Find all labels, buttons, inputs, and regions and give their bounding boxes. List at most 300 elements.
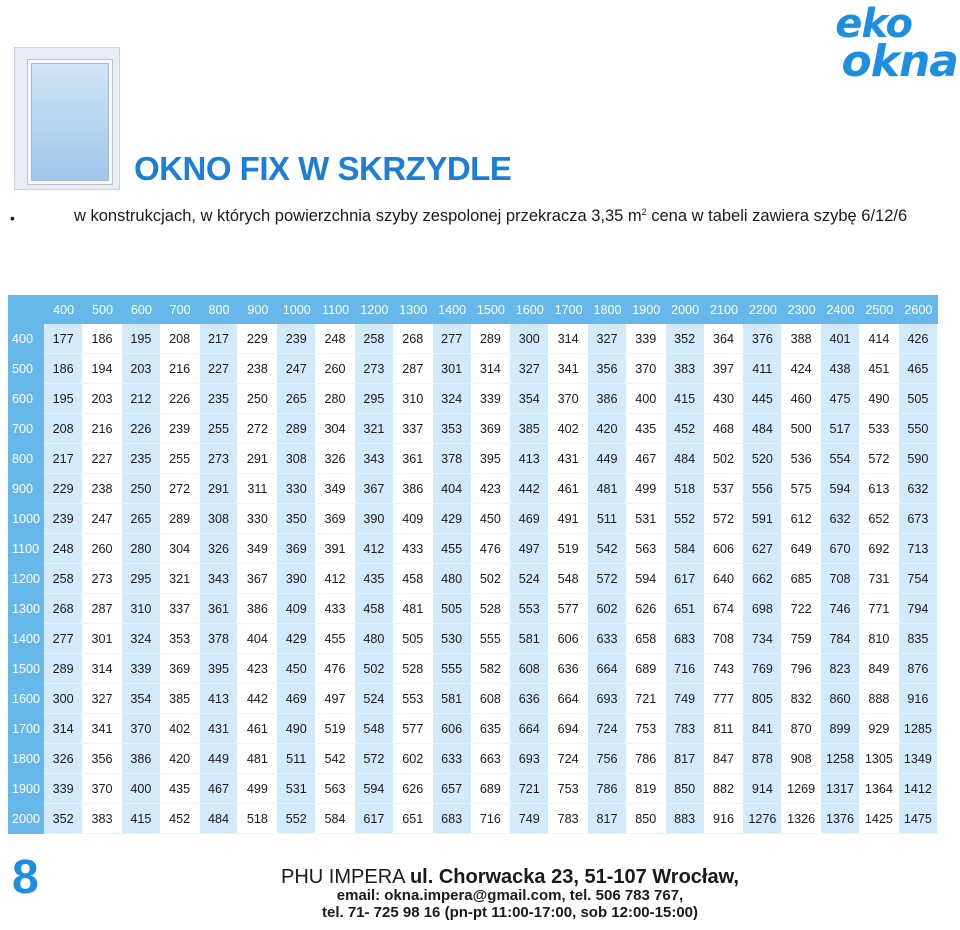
table-row xyxy=(8,444,938,474)
price-cell: 414 xyxy=(860,324,899,354)
price-cell: 451 xyxy=(860,354,899,384)
price-cell: 277 xyxy=(44,624,83,654)
price-cell: 369 xyxy=(277,534,316,564)
price-cell: 370 xyxy=(122,714,161,744)
price-cell: 484 xyxy=(666,444,705,474)
price-cell: 476 xyxy=(316,654,355,684)
price-cell: 594 xyxy=(627,564,666,594)
price-cell: 354 xyxy=(510,384,549,414)
price-cell: 395 xyxy=(200,654,239,684)
price-cell: 555 xyxy=(472,624,511,654)
column-header: 2600 xyxy=(899,295,938,324)
price-cell: 226 xyxy=(161,384,200,414)
price-cell: 553 xyxy=(394,684,433,714)
price-cell: 914 xyxy=(743,774,782,804)
price-cell: 401 xyxy=(821,324,860,354)
price-cell: 442 xyxy=(510,474,549,504)
price-cell: 708 xyxy=(705,624,744,654)
price-cell: 636 xyxy=(549,654,588,684)
price-cell: 386 xyxy=(122,744,161,774)
price-cell: 339 xyxy=(627,324,666,354)
price-cell: 632 xyxy=(821,504,860,534)
price-cell: 435 xyxy=(355,564,394,594)
price-cell: 395 xyxy=(472,444,511,474)
price-cell: 542 xyxy=(588,534,627,564)
price-cell: 1425 xyxy=(860,804,899,834)
note-text-tail: cena w tabeli zawiera szybę 6/12/6 xyxy=(646,207,908,225)
price-cell: 649 xyxy=(782,534,821,564)
price-cell: 850 xyxy=(666,774,705,804)
price-cell: 435 xyxy=(627,414,666,444)
column-header: 1600 xyxy=(510,295,549,324)
price-cell: 402 xyxy=(549,414,588,444)
price-cell: 1364 xyxy=(860,774,899,804)
price-cell: 783 xyxy=(549,804,588,834)
price-cell: 883 xyxy=(666,804,705,834)
row-header: 400 xyxy=(8,324,44,354)
price-cell: 835 xyxy=(899,624,938,654)
price-cell: 194 xyxy=(83,354,122,384)
note-text xyxy=(74,207,907,226)
bullet-icon: • xyxy=(10,210,15,226)
row-header: 900 xyxy=(8,474,44,504)
price-cell: 1326 xyxy=(782,804,821,834)
price-cell: 412 xyxy=(355,534,394,564)
price-cell: 277 xyxy=(433,324,472,354)
price-cell: 664 xyxy=(549,684,588,714)
price-cell: 518 xyxy=(666,474,705,504)
price-cell: 450 xyxy=(277,654,316,684)
row-header: 1800 xyxy=(8,744,44,774)
price-cell: 673 xyxy=(899,504,938,534)
table-row xyxy=(8,804,938,834)
price-cell: 577 xyxy=(549,594,588,624)
price-cell: 400 xyxy=(122,774,161,804)
logo-line-2: okna xyxy=(841,36,958,87)
price-cell: 1258 xyxy=(821,744,860,774)
price-cell: 386 xyxy=(394,474,433,504)
price-cell: 353 xyxy=(433,414,472,444)
column-header: 400 xyxy=(44,295,83,324)
table-row xyxy=(8,414,938,444)
price-cell: 402 xyxy=(161,714,200,744)
price-cell: 794 xyxy=(899,594,938,624)
price-cell: 632 xyxy=(899,474,938,504)
price-cell: 289 xyxy=(161,504,200,534)
price-cell: 497 xyxy=(316,684,355,714)
eko-okna-logo xyxy=(810,1,958,87)
price-cell: 327 xyxy=(83,684,122,714)
price-cell: 531 xyxy=(627,504,666,534)
row-header: 1100 xyxy=(8,534,44,564)
table-row xyxy=(8,774,938,804)
price-cell: 386 xyxy=(238,594,277,624)
price-cell: 461 xyxy=(549,474,588,504)
price-cell: 390 xyxy=(277,564,316,594)
price-cell: 229 xyxy=(44,474,83,504)
price-cell: 689 xyxy=(472,774,511,804)
price-cell: 268 xyxy=(394,324,433,354)
price-cell: 476 xyxy=(472,534,511,564)
page-number: 8 xyxy=(12,851,39,904)
price-cell: 536 xyxy=(782,444,821,474)
table-row xyxy=(8,744,938,774)
price-cell: 777 xyxy=(705,684,744,714)
price-cell: 908 xyxy=(782,744,821,774)
price-cell: 250 xyxy=(238,384,277,414)
price-cell: 300 xyxy=(510,324,549,354)
price-cell: 602 xyxy=(588,594,627,624)
price-cell: 537 xyxy=(705,474,744,504)
price-cell: 467 xyxy=(200,774,239,804)
price-cell: 1269 xyxy=(782,774,821,804)
price-cell: 327 xyxy=(510,354,549,384)
price-cell: 1349 xyxy=(899,744,938,774)
table-row xyxy=(8,654,938,684)
price-cell: 229 xyxy=(238,324,277,354)
price-cell: 255 xyxy=(200,414,239,444)
table-row xyxy=(8,594,938,624)
price-cell: 519 xyxy=(316,714,355,744)
column-header: 1800 xyxy=(588,295,627,324)
price-cell: 783 xyxy=(666,714,705,744)
price-cell: 497 xyxy=(510,534,549,564)
price-cell: 724 xyxy=(549,744,588,774)
window-thumbnail-image xyxy=(14,47,120,190)
column-header: 2500 xyxy=(860,295,899,324)
price-cell: 460 xyxy=(782,384,821,414)
price-cell: 685 xyxy=(782,564,821,594)
price-cell: 433 xyxy=(316,594,355,624)
price-cell: 511 xyxy=(588,504,627,534)
price-cell: 400 xyxy=(627,384,666,414)
price-cell: 769 xyxy=(743,654,782,684)
price-cell: 404 xyxy=(238,624,277,654)
table-row xyxy=(8,534,938,564)
price-cell: 445 xyxy=(743,384,782,414)
price-cell: 572 xyxy=(705,504,744,534)
price-cell: 518 xyxy=(238,804,277,834)
price-cell: 412 xyxy=(316,564,355,594)
price-cell: 480 xyxy=(355,624,394,654)
price-cell: 310 xyxy=(394,384,433,414)
contact-line: email: okna.impera@gmail.com, tel. 506 783 767, xyxy=(336,887,684,904)
price-cell: 452 xyxy=(666,414,705,444)
column-header: 2100 xyxy=(705,295,744,324)
column-header: 1200 xyxy=(355,295,394,324)
column-header: 1500 xyxy=(472,295,511,324)
price-cell: 289 xyxy=(472,324,511,354)
price-cell: 594 xyxy=(355,774,394,804)
price-cell: 662 xyxy=(743,564,782,594)
price-cell: 520 xyxy=(743,444,782,474)
price-cell: 310 xyxy=(122,594,161,624)
price-cell: 606 xyxy=(433,714,472,744)
price-cell: 239 xyxy=(161,414,200,444)
price-cell: 499 xyxy=(627,474,666,504)
price-cell: 386 xyxy=(588,384,627,414)
price-cell: 555 xyxy=(433,654,472,684)
price-cell: 353 xyxy=(161,624,200,654)
price-cell: 626 xyxy=(394,774,433,804)
price-cell: 455 xyxy=(433,534,472,564)
price-cell: 265 xyxy=(122,504,161,534)
price-cell: 415 xyxy=(122,804,161,834)
price-cell: 1475 xyxy=(899,804,938,834)
column-header: 800 xyxy=(200,295,239,324)
price-cell: 556 xyxy=(743,474,782,504)
company-line xyxy=(190,866,830,888)
company-address: ul. Chorwacka 23, 51-107 Wrocław, xyxy=(409,866,739,888)
price-cell: 423 xyxy=(238,654,277,684)
price-cell: 469 xyxy=(510,504,549,534)
price-cell: 413 xyxy=(510,444,549,474)
price-cell: 301 xyxy=(83,624,122,654)
price-cell: 811 xyxy=(705,714,744,744)
price-cell: 268 xyxy=(44,594,83,624)
row-header: 600 xyxy=(8,384,44,414)
price-cell: 433 xyxy=(394,534,433,564)
price-cell: 367 xyxy=(355,474,394,504)
price-cell: 754 xyxy=(899,564,938,594)
price-cell: 208 xyxy=(44,414,83,444)
price-cell: 511 xyxy=(277,744,316,774)
row-header: 1900 xyxy=(8,774,44,804)
contact-footer xyxy=(190,866,830,921)
price-cell: 280 xyxy=(316,384,355,414)
price-cell: 235 xyxy=(200,384,239,414)
price-cell: 916 xyxy=(705,804,744,834)
price-cell: 300 xyxy=(44,684,83,714)
price-cell: 291 xyxy=(200,474,239,504)
price-cell: 617 xyxy=(666,564,705,594)
column-header: 1000 xyxy=(277,295,316,324)
price-cell: 698 xyxy=(743,594,782,624)
price-cell: 186 xyxy=(83,324,122,354)
price-cell: 528 xyxy=(472,594,511,624)
price-cell: 490 xyxy=(860,384,899,414)
price-cell: 1285 xyxy=(899,714,938,744)
price-cell: 390 xyxy=(355,504,394,534)
price-cell: 882 xyxy=(705,774,744,804)
logo-line-1: eko xyxy=(835,1,912,47)
price-cell: 552 xyxy=(666,504,705,534)
price-cell: 383 xyxy=(666,354,705,384)
price-cell: 369 xyxy=(316,504,355,534)
price-cell: 212 xyxy=(122,384,161,414)
price-cell: 635 xyxy=(472,714,511,744)
price-cell: 505 xyxy=(433,594,472,624)
price-cell: 627 xyxy=(743,534,782,564)
table-row xyxy=(8,624,938,654)
price-cell: 475 xyxy=(821,384,860,414)
price-cell: 411 xyxy=(743,354,782,384)
price-cell: 227 xyxy=(83,444,122,474)
row-header: 1700 xyxy=(8,714,44,744)
price-cell: 388 xyxy=(782,324,821,354)
price-cell: 749 xyxy=(510,804,549,834)
price-cell: 581 xyxy=(433,684,472,714)
price-table xyxy=(8,295,938,834)
price-cell: 640 xyxy=(705,564,744,594)
price-cell: 385 xyxy=(161,684,200,714)
price-cell: 258 xyxy=(44,564,83,594)
price-cell: 606 xyxy=(705,534,744,564)
price-cell: 636 xyxy=(510,684,549,714)
table-row xyxy=(8,384,938,414)
price-cell: 480 xyxy=(433,564,472,594)
price-cell: 469 xyxy=(277,684,316,714)
price-cell: 683 xyxy=(433,804,472,834)
price-cell: 502 xyxy=(705,444,744,474)
price-cell: 849 xyxy=(860,654,899,684)
price-cell: 301 xyxy=(433,354,472,384)
price-cell: 850 xyxy=(627,804,666,834)
price-cell: 689 xyxy=(627,654,666,684)
price-cell: 505 xyxy=(394,624,433,654)
column-header: 2300 xyxy=(782,295,821,324)
price-cell: 692 xyxy=(860,534,899,564)
price-cell: 415 xyxy=(666,384,705,414)
page-title: OKNO FIX W SKRZYDLE xyxy=(134,150,512,187)
price-cell: 429 xyxy=(277,624,316,654)
row-header: 1300 xyxy=(8,594,44,624)
price-cell: 435 xyxy=(161,774,200,804)
price-cell: 721 xyxy=(510,774,549,804)
price-cell: 291 xyxy=(238,444,277,474)
column-header: 1700 xyxy=(549,295,588,324)
price-cell: 832 xyxy=(782,684,821,714)
price-cell: 208 xyxy=(161,324,200,354)
price-cell: 438 xyxy=(821,354,860,384)
price-cell: 591 xyxy=(743,504,782,534)
price-cell: 465 xyxy=(899,354,938,384)
price-cell: 248 xyxy=(44,534,83,564)
price-cell: 888 xyxy=(860,684,899,714)
column-header: 1900 xyxy=(627,295,666,324)
price-cell: 505 xyxy=(899,384,938,414)
price-cell: 554 xyxy=(821,444,860,474)
price-cell: 1412 xyxy=(899,774,938,804)
price-cell: 226 xyxy=(122,414,161,444)
price-cell: 273 xyxy=(355,354,394,384)
price-cell: 1305 xyxy=(860,744,899,774)
price-cell: 203 xyxy=(83,384,122,414)
price-cell: 771 xyxy=(860,594,899,624)
price-cell: 177 xyxy=(44,324,83,354)
price-cell: 753 xyxy=(549,774,588,804)
price-cell: 590 xyxy=(899,444,938,474)
price-cell: 617 xyxy=(355,804,394,834)
price-cell: 376 xyxy=(743,324,782,354)
price-cell: 805 xyxy=(743,684,782,714)
table-row xyxy=(8,354,938,384)
price-cell: 238 xyxy=(83,474,122,504)
price-cell: 584 xyxy=(316,804,355,834)
price-cell: 468 xyxy=(705,414,744,444)
price-cell: 385 xyxy=(510,414,549,444)
price-cell: 524 xyxy=(355,684,394,714)
price-cell: 484 xyxy=(200,804,239,834)
price-cell: 289 xyxy=(277,414,316,444)
price-cell: 499 xyxy=(238,774,277,804)
price-cell: 502 xyxy=(355,654,394,684)
price-cell: 216 xyxy=(83,414,122,444)
price-cell: 287 xyxy=(83,594,122,624)
price-cell: 542 xyxy=(316,744,355,774)
price-cell: 356 xyxy=(83,744,122,774)
price-cell: 581 xyxy=(510,624,549,654)
price-cell: 356 xyxy=(588,354,627,384)
price-cell: 746 xyxy=(821,594,860,624)
price-cell: 563 xyxy=(316,774,355,804)
price-cell: 287 xyxy=(394,354,433,384)
price-cell: 548 xyxy=(355,714,394,744)
column-header: 2200 xyxy=(743,295,782,324)
price-cell: 449 xyxy=(200,744,239,774)
price-cell: 749 xyxy=(666,684,705,714)
row-header: 1400 xyxy=(8,624,44,654)
price-cell: 349 xyxy=(316,474,355,504)
price-cell: 810 xyxy=(860,624,899,654)
table-corner-cell xyxy=(8,295,44,324)
price-cell: 572 xyxy=(860,444,899,474)
table-row xyxy=(8,474,938,504)
price-cell: 343 xyxy=(355,444,394,474)
price-cell: 326 xyxy=(200,534,239,564)
price-cell: 326 xyxy=(44,744,83,774)
price-cell: 467 xyxy=(627,444,666,474)
column-header: 1400 xyxy=(433,295,472,324)
price-cell: 722 xyxy=(782,594,821,624)
price-cell: 217 xyxy=(44,444,83,474)
price-cell: 420 xyxy=(588,414,627,444)
price-cell: 602 xyxy=(394,744,433,774)
row-header: 1500 xyxy=(8,654,44,684)
price-cell: 1276 xyxy=(743,804,782,834)
price-cell: 349 xyxy=(238,534,277,564)
price-cell: 533 xyxy=(860,414,899,444)
row-header: 1200 xyxy=(8,564,44,594)
price-cell: 260 xyxy=(83,534,122,564)
row-header: 1600 xyxy=(8,684,44,714)
price-cell: 613 xyxy=(860,474,899,504)
table-row xyxy=(8,564,938,594)
price-cell: 429 xyxy=(433,504,472,534)
price-cell: 272 xyxy=(161,474,200,504)
window-frame xyxy=(28,60,112,184)
price-cell: 321 xyxy=(355,414,394,444)
price-cell: 295 xyxy=(355,384,394,414)
price-cell: 339 xyxy=(44,774,83,804)
price-cell: 265 xyxy=(277,384,316,414)
price-cell: 272 xyxy=(238,414,277,444)
price-cell: 663 xyxy=(472,744,511,774)
price-cell: 239 xyxy=(277,324,316,354)
price-cell: 694 xyxy=(549,714,588,744)
price-cell: 442 xyxy=(238,684,277,714)
price-cell: 582 xyxy=(472,654,511,684)
row-header: 500 xyxy=(8,354,44,384)
row-header: 2000 xyxy=(8,804,44,834)
price-cell: 784 xyxy=(821,624,860,654)
price-cell: 321 xyxy=(161,564,200,594)
price-cell: 343 xyxy=(200,564,239,594)
column-header: 600 xyxy=(122,295,161,324)
price-cell: 847 xyxy=(705,744,744,774)
price-cell: 420 xyxy=(161,744,200,774)
price-cell: 383 xyxy=(83,804,122,834)
